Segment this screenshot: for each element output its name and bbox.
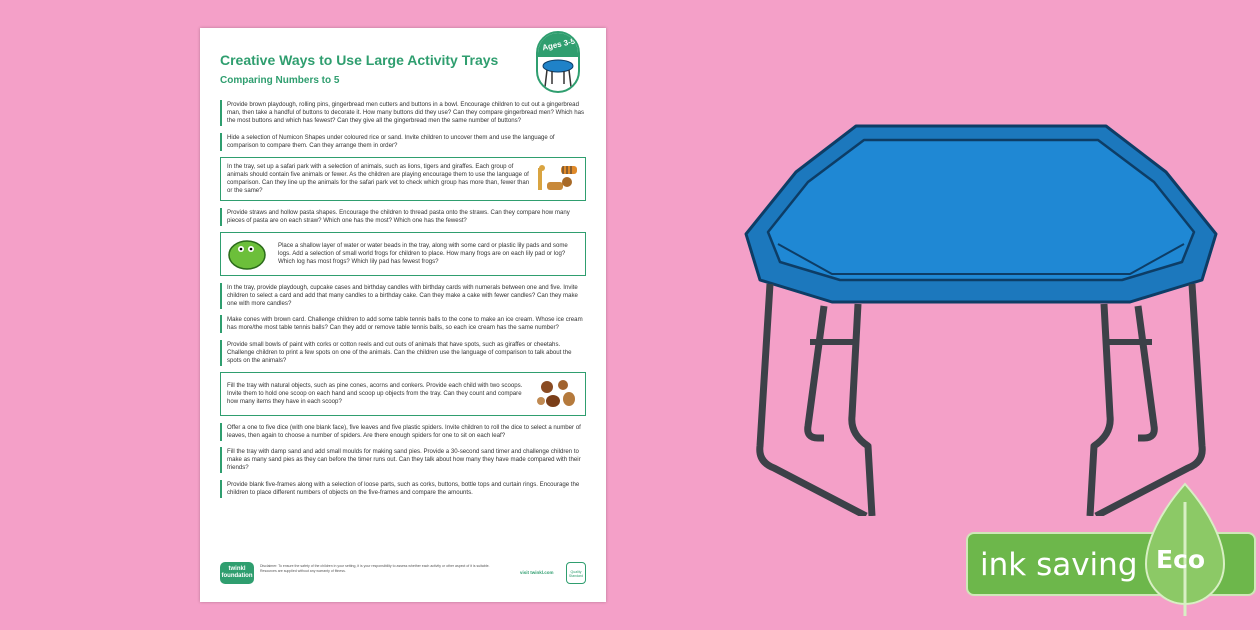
- activity-list: [220, 100, 586, 504]
- activity-item: Hide a selection of Numicon Shapes under coloured rice or sand. Invite children to uncover them and use the language of comparison to compare them. Can they arrange them in order?: [220, 133, 586, 151]
- activity-text: Fill the tray with natural objects, such as pine cones, acorns and conkers. Provide each child with two scoops. Invite them to hold one scoop on each hand and scoop up objects from the tray. Can they count and compare how many items they have in each scoop?: [227, 382, 523, 405]
- activity-text: In the tray, set up a safari park with a selection of animals, such as lions, tigers and giraffes. Each group of animals should contain five animals or fewer. As the children are playing encourage them to use the language of comparison. Can they line up the animals for the safari park vet to check which group has more than, fewer than or the same?: [227, 163, 530, 194]
- activity-item: Offer a one to five dice (with one blank face), five leaves and five plastic spiders. Invite children to roll the dice to select a number of leaves, then again to choose a number of spiders. Are there enough spiders for one to sit on each leaf?: [220, 423, 586, 441]
- activity-item: [220, 232, 586, 276]
- activity-item: Provide small bowls of paint with corks or cotton reels and cut outs of animals that have spots, such as giraffes or cheetahs. Challenge children to print a few spots on one of the animals. Can the children use the language of comparison to talk about the spots on the animals?: [220, 340, 586, 366]
- tray-icon: [540, 57, 576, 91]
- age-badge: [536, 31, 580, 93]
- age-badge-text: Ages 3-5: [541, 36, 576, 53]
- activity-sheet: [200, 28, 606, 602]
- frog-image: [227, 237, 273, 271]
- activity-item: Make cones with brown card. Challenge children to add some table tennis balls to the cone to make an ice cream. Whose ice cream has more/the most table tennis balls? Can they add or remove table tennis balls, so each ice cream has the same number?: [220, 315, 586, 333]
- footer-disclaimer: Disclaimer: To ensure the safety of the children in your setting, it is your responsibility to assess whether each activity or other aspect of it is suitable. Resources are supplied without any warranty of fitness.: [260, 564, 490, 573]
- activity-item: Provide brown playdough, rolling pins, gingerbread men cutters and buttons in a bowl. Encourage children to cut out a gingerbread man, then take a handful of buttons to decorate it. How many buttons did they use? Can they compare gingerbread men? Which has the most buttons and which has fewest? Can they give all the gingerbread men the same number of buttons?: [220, 100, 586, 126]
- quality-badge: Quality Standard: [566, 562, 586, 584]
- ink-saving-text: ink saving: [980, 547, 1138, 583]
- twinkl-logo: twinkl foundation: [220, 562, 254, 584]
- footer-url[interactable]: visit twinkl.com: [520, 570, 554, 575]
- sheet-title: Creative Ways to Use Large Activity Trays: [220, 52, 499, 68]
- sheet-footer: [220, 562, 586, 586]
- activity-item: [220, 372, 586, 416]
- conkers-image: [535, 377, 581, 411]
- safari-animals-image: [535, 162, 581, 196]
- eco-label: Eco: [1156, 545, 1206, 574]
- activity-tray-illustration: [738, 116, 1224, 516]
- activity-item: Fill the tray with damp sand and add small moulds for making sand pies. Provide a 30-second sand timer and challenge children to make as many sand pies as they can before the timer runs out. Can they talk about how many they have made compared with their friends?: [220, 447, 586, 473]
- activity-item: [220, 157, 586, 201]
- activity-text: Place a shallow layer of water or water beads in the tray, along with some card or plastic lily pads and some logs. Add a selection of small world frogs for children to place. How many frogs are on each lily pad or log? Which log has most frogs? Which lily pad has fewest frogs?: [278, 242, 568, 265]
- activity-item: Provide straws and hollow pasta shapes. Encourage the children to thread pasta onto the straws. Can they compare how many pieces of pasta are on each straw? Which one has the most? Which one has the fewest?: [220, 208, 586, 226]
- activity-item: In the tray, provide playdough, cupcake cases and birthday candles with birthday cards with numerals between one and five. Invite children to select a card and add that many candles to a birthday cake. Can they make a cake with fewer candles? Can they make one with more candles?: [220, 283, 586, 309]
- activity-item: Provide blank five-frames along with a selection of loose parts, such as corks, buttons, bottle tops and curtain rings. Encourage the children to place different numbers of objects on the five-frames and compare the amounts.: [220, 480, 586, 498]
- sheet-subtitle: Comparing Numbers to 5: [220, 75, 340, 86]
